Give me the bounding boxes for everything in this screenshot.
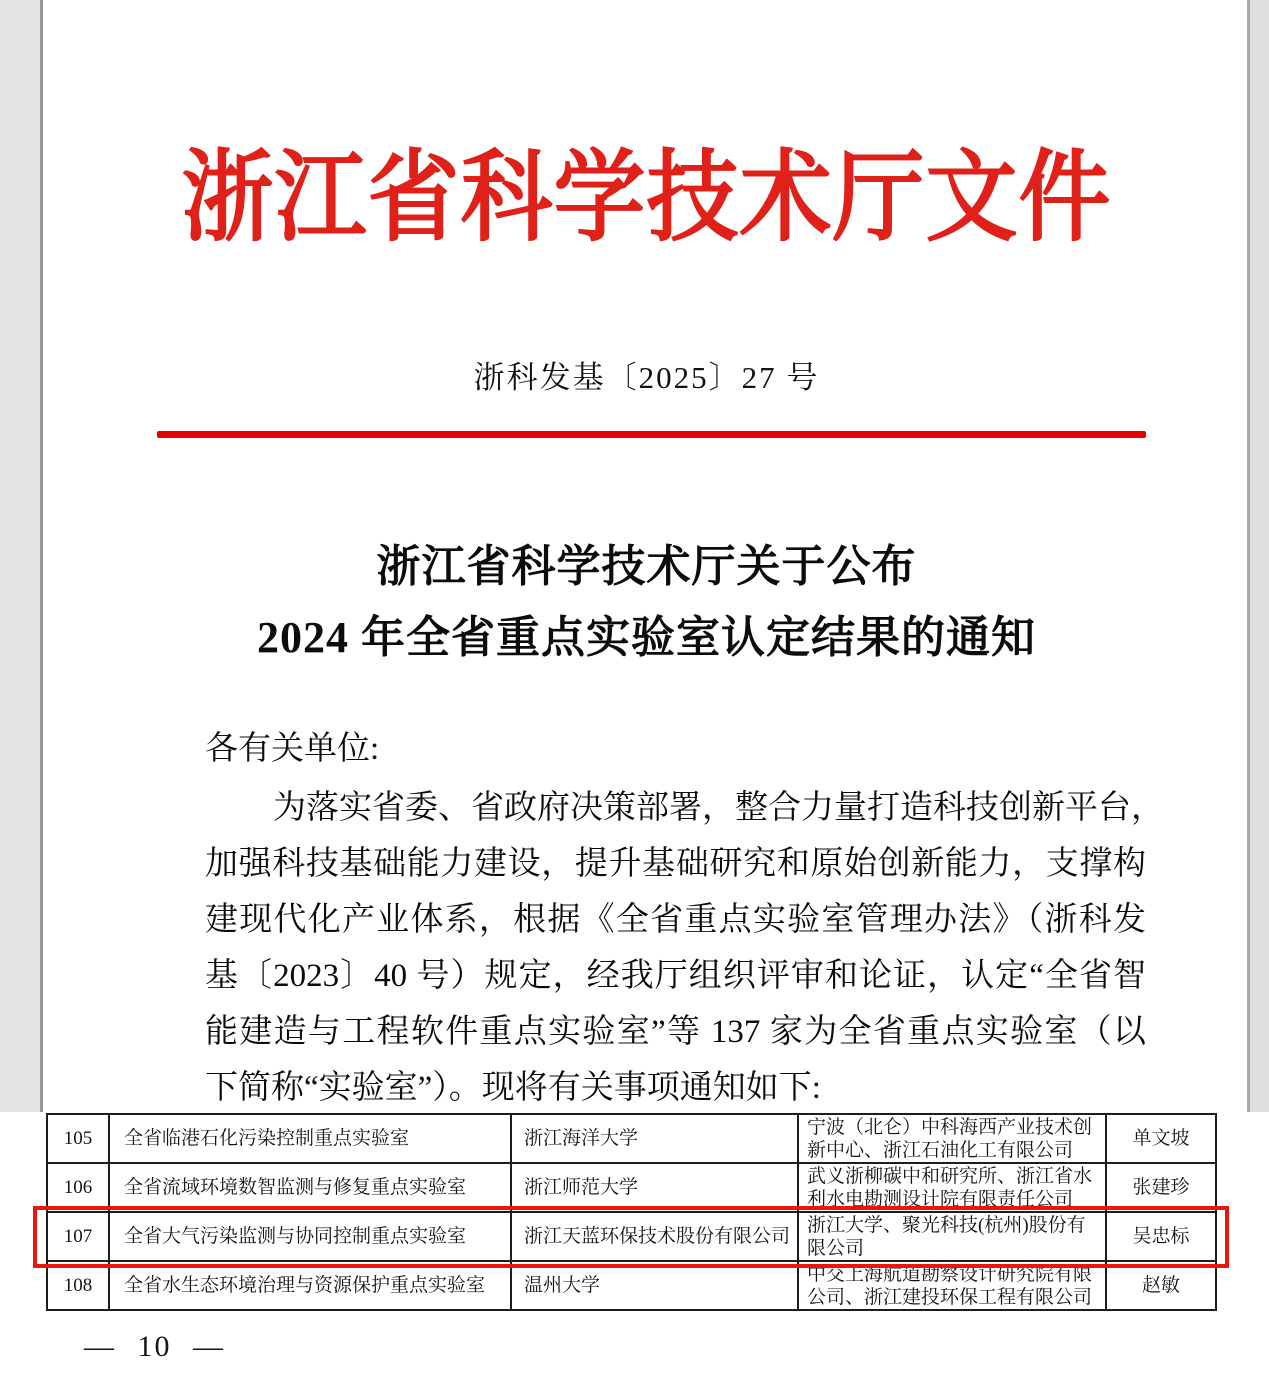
cell-row-number: 107	[47, 1212, 109, 1261]
scan-edge-right	[1247, 0, 1269, 1112]
cell-partners: 宁波（北仑）中科海西产业技术创新中心、浙江石油化工有限公司	[798, 1114, 1106, 1163]
table-row	[47, 1261, 1216, 1310]
body-line: 下简称“实验室”）。现将有关事项通知如下:	[205, 1070, 821, 1106]
cell-row-number: 106	[47, 1163, 109, 1212]
table-row-highlighted	[47, 1212, 1216, 1261]
cell-lab-name: 全省大气污染监测与协同控制重点实验室	[109, 1212, 511, 1261]
cell-partners: 中交上海航道勘察设计研究院有限公司、浙江建投环保工程有限公司	[798, 1261, 1106, 1310]
cell-lab-name: 全省流域环境数智监测与修复重点实验室	[109, 1163, 511, 1212]
cell-lab-name: 全省水生态环境治理与资源保护重点实验室	[109, 1261, 511, 1310]
scan-edge-left	[0, 0, 43, 1112]
body-line: 加强科技基础能力建设，提升基础研究和原始创新能力，支撑构	[205, 846, 1146, 882]
body-line: 建现代化产业体系，根据《全省重点实验室管理办法》（浙科发	[205, 902, 1146, 938]
salutation: 各有关单位:	[205, 731, 380, 767]
table-row	[47, 1163, 1216, 1212]
cell-row-number: 108	[47, 1261, 109, 1310]
cell-row-number: 105	[47, 1114, 109, 1163]
body-line: 基〔2023〕40 号）规定，经我厅组织评审和论证，认定“全省智	[205, 958, 1146, 994]
cell-director: 张建珍	[1106, 1163, 1216, 1212]
cell-director: 单文坡	[1106, 1114, 1216, 1163]
body-line: 为落实省委、省政府决策部署，整合力量打造科技创新平台，	[273, 790, 1164, 826]
document-number: 浙科发基〔2025〕27 号	[473, 360, 820, 395]
body-line: 能建造与工程软件重点实验室”等 137 家为全省重点实验室（以	[205, 1014, 1146, 1050]
cell-institution: 浙江师范大学	[511, 1163, 798, 1212]
red-separator-line	[157, 431, 1146, 438]
document-title: 浙江省科学技术厅文件	[181, 142, 1112, 254]
cell-partners: 武义浙柳碳中和研究所、浙江省水利水电勘测设计院有限责任公司	[798, 1163, 1106, 1212]
page-number: — 10 —	[84, 1330, 225, 1363]
table-row	[47, 1114, 1216, 1163]
cell-institution: 浙江海洋大学	[511, 1114, 798, 1163]
cell-institution: 温州大学	[511, 1261, 798, 1310]
notice-title-line2: 2024 年全省重点实验室认定结果的通知	[257, 613, 1036, 662]
notice-title-line1: 浙江省科学技术厅关于公布	[376, 542, 917, 591]
labs-table-section	[0, 1112, 1269, 1386]
cell-partners: 浙江大学、聚光科技(杭州)股份有限公司	[798, 1212, 1106, 1261]
labs-table	[46, 1113, 1217, 1311]
cell-lab-name: 全省临港石化污染控制重点实验室	[109, 1114, 511, 1163]
cell-institution: 浙江天蓝环保技术股份有限公司	[511, 1212, 798, 1261]
cell-director: 吴忠标	[1106, 1212, 1216, 1261]
cell-director: 赵敏	[1106, 1261, 1216, 1310]
